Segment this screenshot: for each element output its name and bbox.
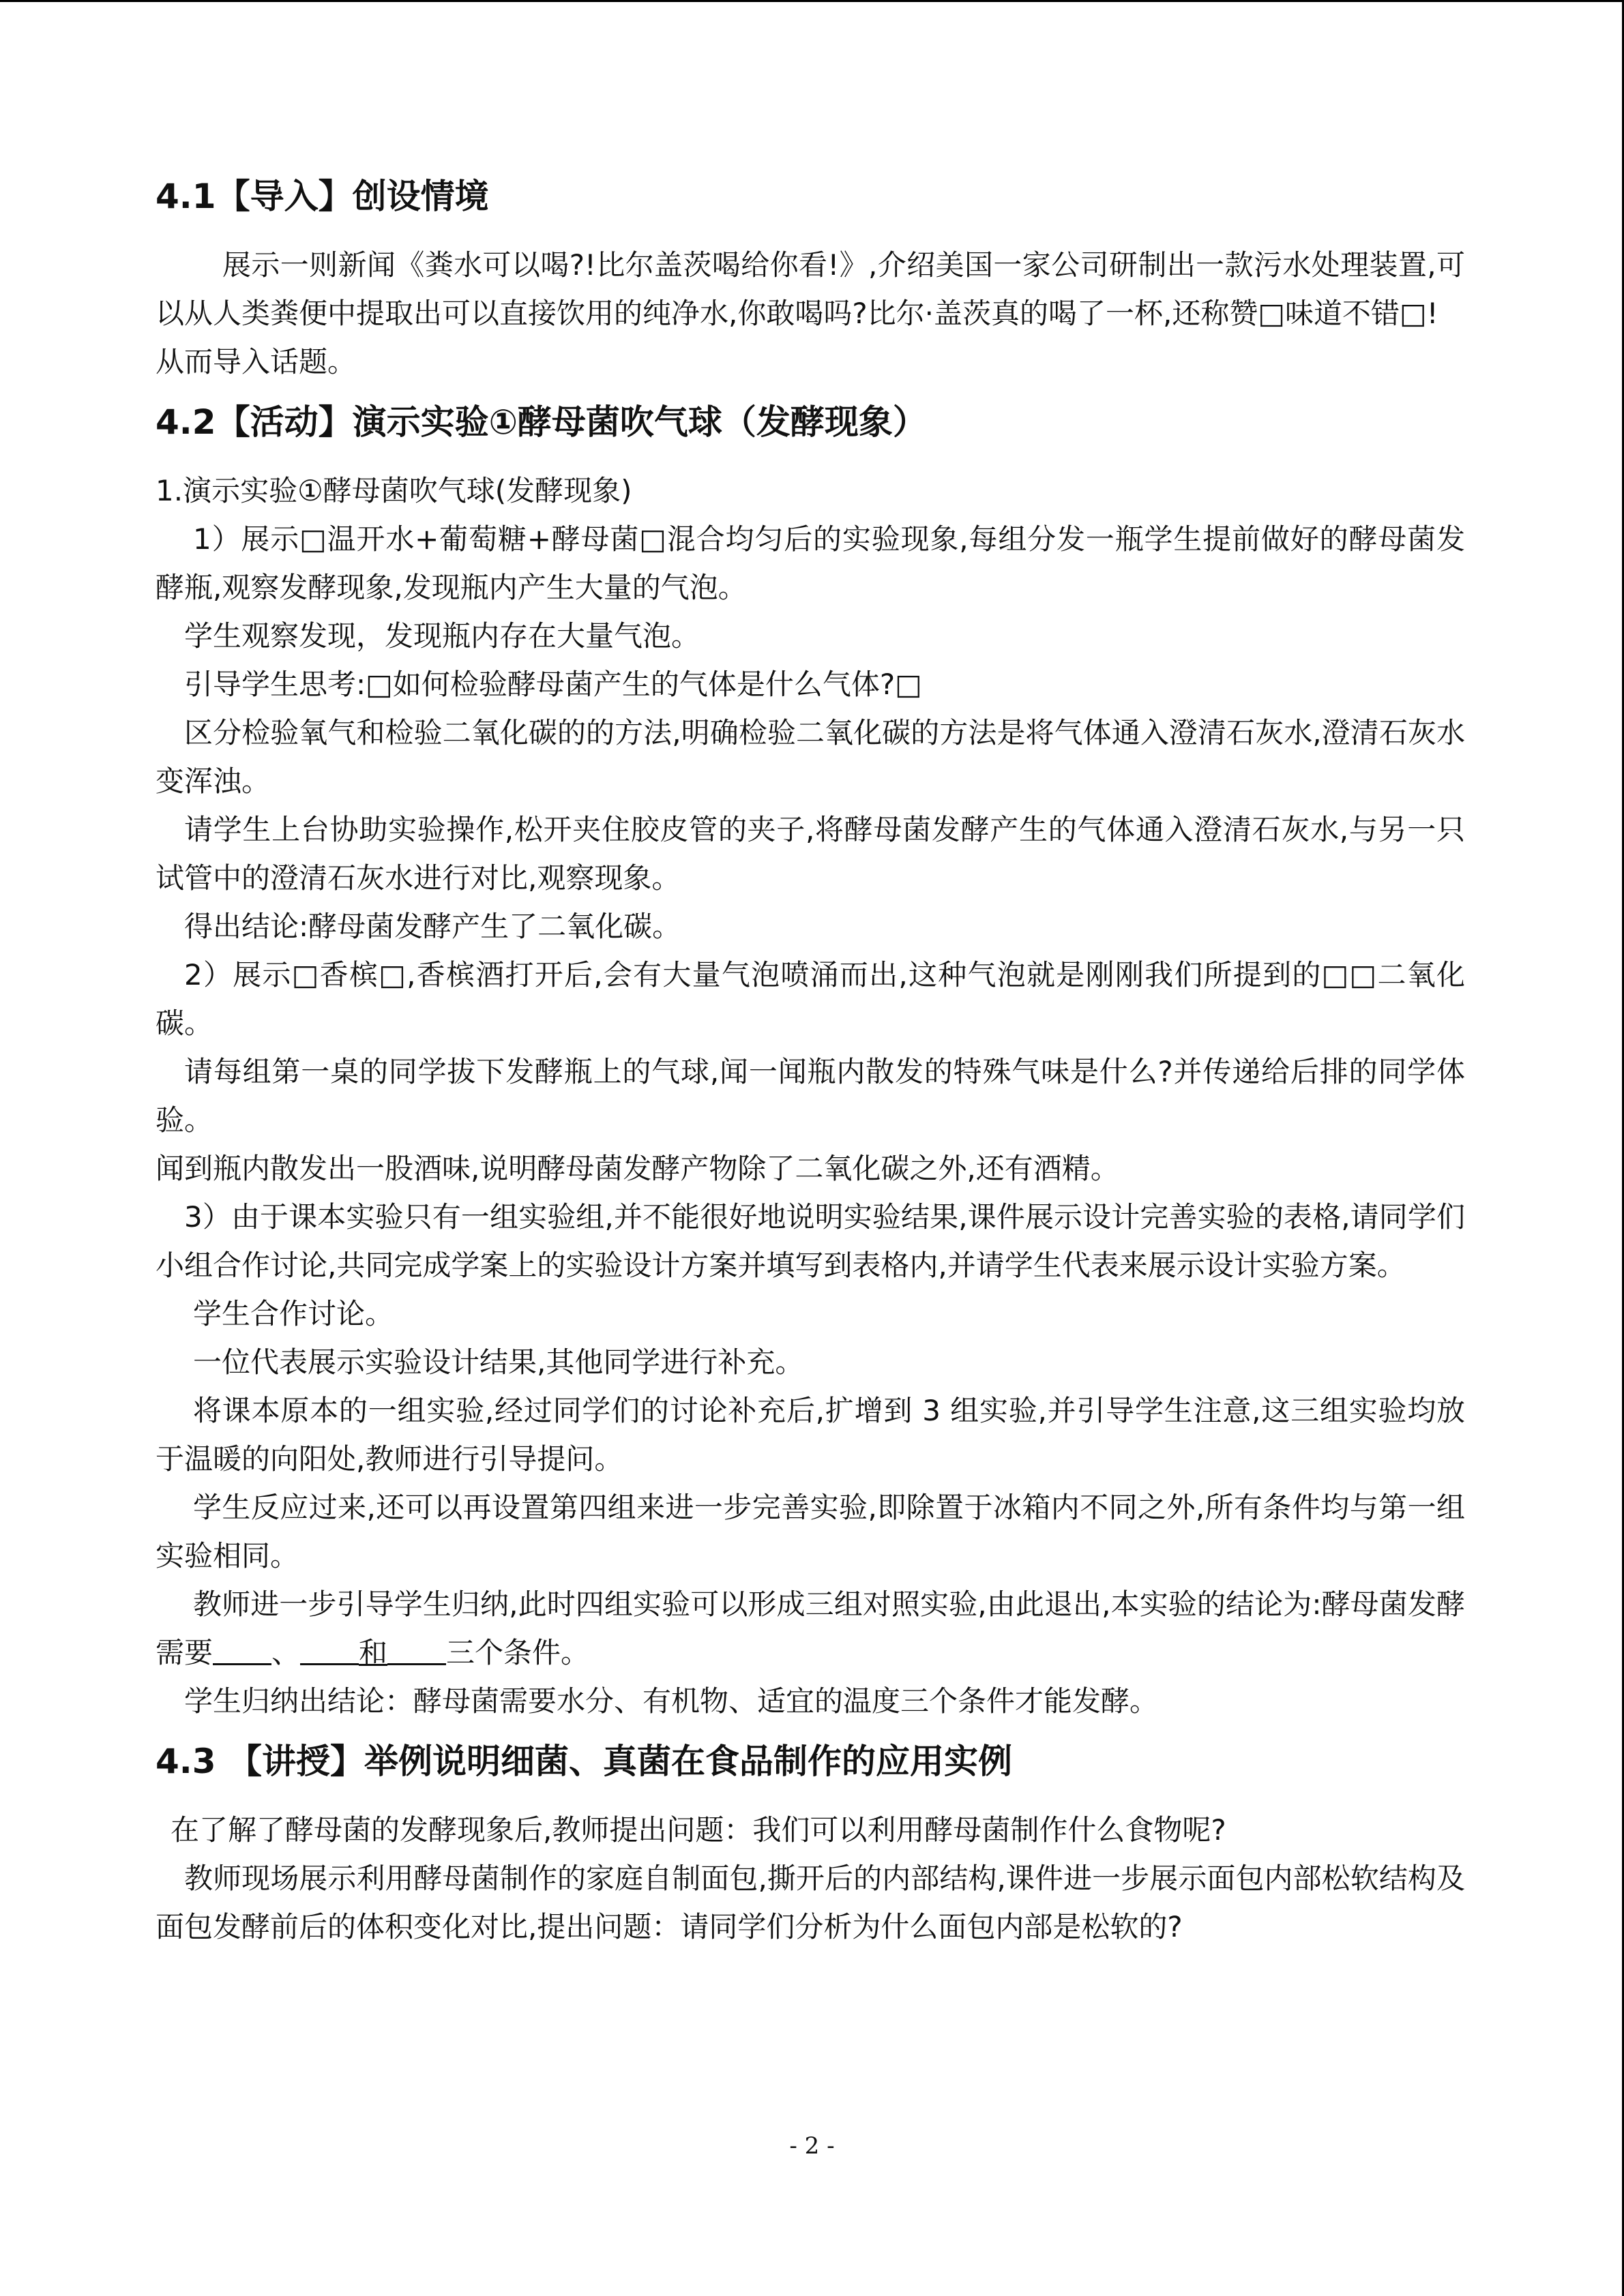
section-heading: 4.2【活动】演示实验①酵母菌吹气球（发酵现象） (156, 402, 927, 442)
text-run: 、 (271, 1636, 301, 1669)
section-heading: 4.1【导入】创设情境 (156, 177, 489, 216)
paragraph: 请每组第一桌的同学拔下发酵瓶上的气球,闻一闻瓶内散发的特殊气味是什么?并传递给后排的同学体验。 (156, 1055, 1465, 1137)
paragraph: 从而导入话题。 (156, 345, 357, 378)
text-run: 教师进一步引导学生归纳,此时四组实验可以形成三组对照实验,由此退出,本实验的结论为:酵母菌发酵需要 (156, 1587, 1465, 1669)
paragraph: 展示一则新闻《粪水可以喝?!比尔盖茨喝给你看!》,介绍美国一家公司研制出一款污水处理装置,可以从人类粪便中提取出可以直接饮用的纯净水,你敢喝吗?比尔·盖茨真的喝了一杯,还称赞□味道不错□! (156, 248, 1465, 330)
paragraph: 学生归纳出结论：酵母菌需要水分、有机物、适宜的温度三个条件才能发酵。 (184, 1684, 1159, 1718)
paragraph: 1）展示□温开水+葡萄糖+酵母菌□混合均匀后的实验现象,每组分发一瓶学生提前做好的酵母菌发酵瓶,观察发酵现象,发现瓶内产生大量的气泡。 (156, 522, 1465, 604)
fill-blank (387, 1636, 446, 1665)
text-run: 三个条件。 (446, 1636, 590, 1669)
paragraph: 引导学生思考:□如何检验酵母菌产生的气体是什么气体?□ (184, 668, 922, 701)
text-run: 和 (359, 1636, 388, 1669)
paragraph: 3）由于课本实验只有一组实验组,并不能很好地说明实验结果,课件展示设计完善实验的表格,请同学们小组合作讨论,共同完成学案上的实验设计方案并填写到表格内,并请学生代表来展示设计实验方案。 (156, 1200, 1465, 1282)
section-heading: 4.3 【讲授】举例说明细菌、真菌在食品制作的应用实例 (156, 1742, 1012, 1781)
page-content (156, 173, 1465, 1951)
paragraph: 在了解了酵母菌的发酵现象后,教师提出问题：我们可以利用酵母菌制作什么食物呢? (171, 1813, 1226, 1847)
paragraph: 1.演示实验①酵母菌吹气球(发酵现象) (156, 474, 632, 507)
fill-blank (213, 1636, 271, 1665)
paragraph: 请学生上台协助实验操作,松开夹住胶皮管的夹子,将酵母菌发酵产生的气体通入澄清石灰水,与另一只试管中的澄清石灰水进行对比,观察现象。 (156, 813, 1465, 895)
paragraph: 将课本原本的一组实验,经过同学们的讨论补充后,扩增到 3 组实验,并引导学生注意,这三组实验均放于温暖的向阳处,教师进行引导提问。 (156, 1394, 1465, 1476)
section-4-1 (156, 173, 1465, 386)
paragraph: 得出结论:酵母菌发酵产生了二氧化碳。 (184, 910, 681, 943)
paragraph: 学生合作讨论。 (193, 1297, 394, 1330)
page-number: - 2 - (789, 2132, 835, 2160)
paragraph: 区分检验氧气和检验二氧化碳的的方法,明确检验二氧化碳的方法是将气体通入澄清石灰水,澄清石灰水变浑浊。 (156, 716, 1465, 798)
paragraph: 学生反应过来,还可以再设置第四组来进一步完善实验,即除置于冰箱内不同之外,所有条件均与第一组实验相同。 (156, 1491, 1465, 1572)
paragraph: 2）展示□香槟□,香槟酒打开后,会有大量气泡喷涌而出,这种气泡就是刚刚我们所提到的□□二氧化碳。 (156, 958, 1465, 1040)
section-4-2 (156, 398, 1465, 1725)
paragraph: 教师现场展示利用酵母菌制作的家庭自制面包,撕开后的内部结构,课件进一步展示面包内部松软结构及面包发酵前后的体积变化对比,提出问题：请同学们分析为什么面包内部是松软的? (156, 1862, 1465, 1943)
fill-blank (300, 1636, 359, 1665)
section-4-3 (156, 1738, 1465, 1951)
paragraph: 一位代表展示实验设计结果,其他同学进行补充。 (193, 1345, 804, 1379)
paragraph: 闻到瓶内散发出一股酒味,说明酵母菌发酵产物除了二氧化碳之外,还有酒精。 (156, 1152, 1119, 1185)
paragraph: 学生观察发现，发现瓶内存在大量气泡。 (184, 619, 700, 653)
paragraph-with-blanks (156, 1580, 1465, 1677)
